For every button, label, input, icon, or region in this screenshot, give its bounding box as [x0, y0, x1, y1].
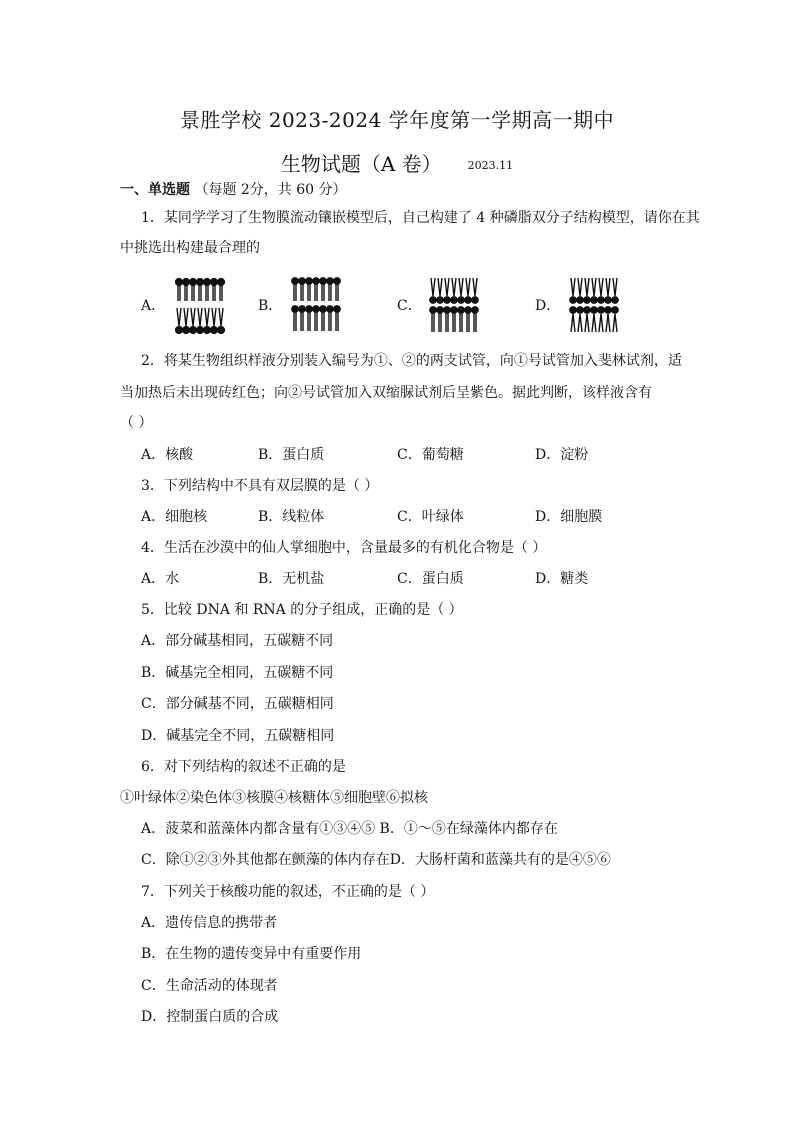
- q7-option-c[interactable]: C．生命活动的体现者: [141, 978, 278, 994]
- q7-option-a[interactable]: A．遗传信息的携带者: [141, 915, 278, 931]
- q3-option-b[interactable]: B．线粒体: [258, 509, 325, 525]
- q4-option-b[interactable]: B．无机盐: [258, 571, 325, 587]
- bilayer-model-b-icon: [291, 276, 345, 336]
- section-heading: [120, 180, 347, 200]
- q5-text: 5．比较 DNA 和 RNA 的分子组成，正确的是（ ）: [141, 602, 463, 618]
- q2-text-line1: 2．将某生物组织样液分别装入编号为①、②的两支试管，向①号试管加入斐林试剂，适: [141, 353, 682, 369]
- q2-option-b[interactable]: B．蛋白质: [258, 447, 325, 463]
- bilayer-model-c-icon: [429, 276, 483, 336]
- q4-option-d[interactable]: D．糖类: [535, 571, 589, 587]
- q1-option-a-label[interactable]: A．: [141, 298, 166, 314]
- q5-option-d[interactable]: D．碱基完全不同，五碳糖相同: [141, 728, 335, 744]
- section-note: （每题 2分，共 60 分）: [194, 182, 347, 198]
- q3-option-a[interactable]: A．细胞核: [141, 509, 208, 525]
- q3-option-d[interactable]: D．细胞膜: [535, 509, 603, 525]
- q4-option-c[interactable]: C．蛋白质: [397, 571, 464, 587]
- q1-option-d-label[interactable]: D．: [535, 298, 561, 314]
- q6-text: 6．对下列结构的叙述不正确的是: [141, 759, 346, 775]
- q6-options-cd[interactable]: C．除①②③外其他都在颤藻的体内存在D．大肠杆菌和蓝藻共有的是④⑤⑥: [141, 852, 611, 868]
- q2-text-line2: 当加热后未出现砖红色；向②号试管加入双缩脲试剂后呈紫色。据此判断，该样液含有: [120, 385, 652, 401]
- exam-subtitle: [0, 148, 794, 177]
- q2-option-a[interactable]: A．核酸: [141, 447, 194, 463]
- q2-option-c[interactable]: C．葡萄糖: [397, 447, 464, 463]
- q1-option-b-label[interactable]: B．: [258, 298, 283, 314]
- q2-option-d[interactable]: D．淀粉: [535, 447, 589, 463]
- bilayer-model-a-icon: [175, 276, 227, 336]
- q6-structure-list: ①叶绿体②染色体③核膜④核糖体⑤细胞壁⑥拟核: [120, 790, 428, 806]
- section-label: 一、单选题: [120, 182, 190, 198]
- q5-option-a[interactable]: A．部分碱基相同，五碳糖不同: [141, 633, 334, 649]
- q7-text: 7．下列关于核酸功能的叙述，不正确的是（ ）: [141, 884, 435, 900]
- exam-date: 2023.11: [467, 159, 514, 172]
- q6-options-ab[interactable]: A．菠菜和蓝藻体内都含量有①③④⑤ B．①～⑤在绿藻体内都存在: [141, 821, 558, 837]
- q7-option-d[interactable]: D．控制蛋白质的合成: [141, 1009, 279, 1025]
- q1-text-line2: 中挑选出构建最合理的: [120, 240, 260, 256]
- exam-title: 景胜学校 2023-2024 学年度第一学期高一期中: [179, 108, 615, 132]
- q5-option-c[interactable]: C．部分碱基不同，五碳糖相同: [141, 696, 334, 712]
- bilayer-model-d-icon: [569, 276, 623, 336]
- q1-text-line1: 1．某同学学习了生物膜流动镶嵌模型后，自己构建了 4 种磷脂双分子结构模型，请你在其: [141, 210, 700, 226]
- q4-option-a[interactable]: A．水: [141, 571, 180, 587]
- q5-option-b[interactable]: B．碱基完全相同，五碳糖不同: [141, 665, 334, 681]
- q7-option-b[interactable]: B．在生物的遗传变异中有重要作用: [141, 946, 362, 962]
- q1-option-c-label[interactable]: C．: [397, 298, 422, 314]
- q3-option-c[interactable]: C．叶绿体: [397, 509, 464, 525]
- q4-text: 4．生活在沙漠中的仙人掌细胞中，含量最多的有机化合物是（ ）: [141, 540, 547, 556]
- q3-text: 3．下列结构中不具有双层膜的是（ ）: [141, 478, 379, 494]
- q2-answer-blank: （ ）: [120, 415, 153, 431]
- q1-membrane-models: [141, 276, 661, 336]
- subject-title: 生物试题（A 卷）: [280, 152, 442, 176]
